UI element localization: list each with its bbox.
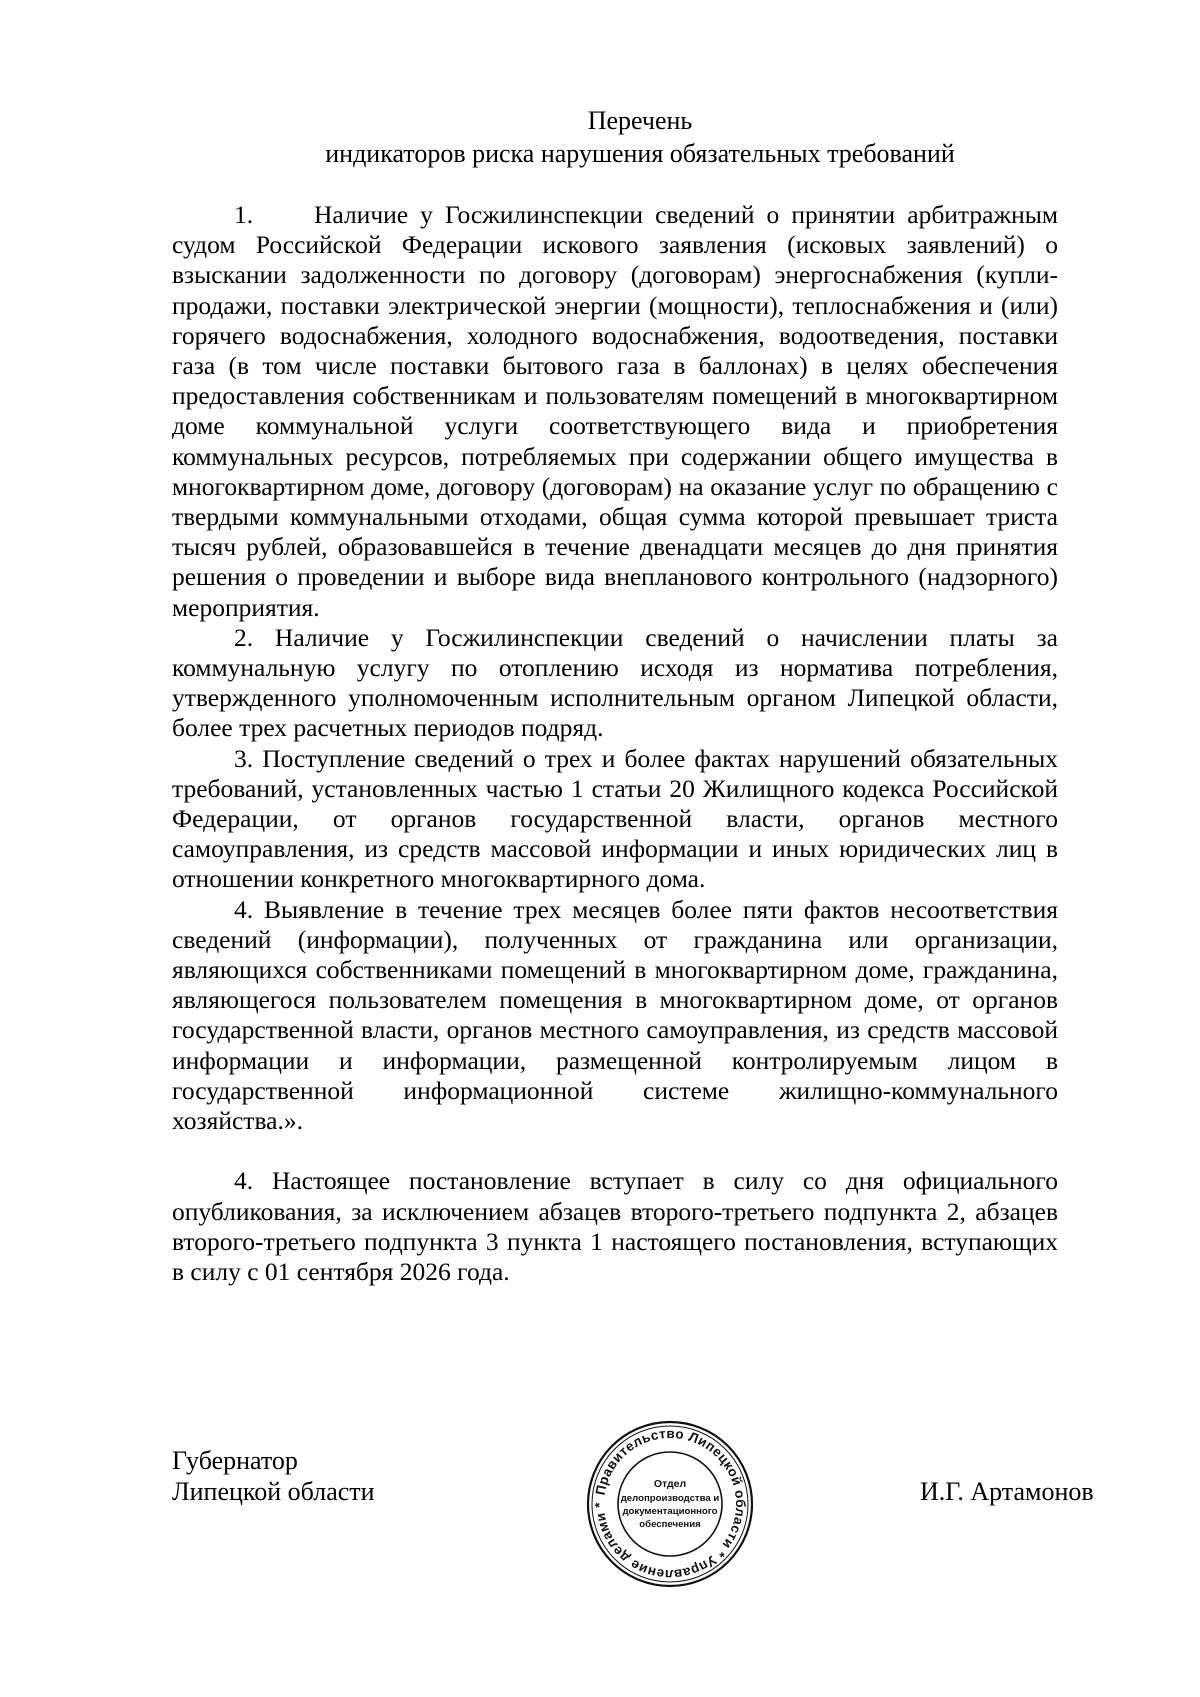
- list-item-text: Наличие у Госжилинспекции сведений о принятии арбитражным судом Российской Федерации искового заявления (исковых заявлений) о взыскании задолженности по договору (договорам) энергоснабжения (купли-продажи, поставки электрической энергии (мощности), теплоснабжения и (или) горячего водоснабжения, холодного водоснабжения, водоотведения, поставки газа (в том числе поставки бытового газа в баллонах) в целях обеспечения предоставления собственникам и пользователям помещений в многоквартирном доме коммунальной услуги соответствующего вида и приобретения коммунальных ресурсов, потребляемых при содержании общего имущества в многоквартирном доме, договору (договорам) на оказание услуг по обращению с твердыми коммунальными отходами, общая сумма которой превышает триста тысяч рублей, образовавшейся в течение двенадцати месяцев до дня принятия решения о проведении и выборе вида внепланового контрольного (надзорного) мероприятия.: [172, 200, 1058, 622]
- list-item-1: [172, 200, 1058, 623]
- official-stamp: [583, 1417, 757, 1591]
- list-item-2: 2. Наличие у Госжилинспекции сведений о начислении платы за коммунальную услугу по отоплению исходя из норматива потребления, утвержденного уполномоченным исполнительным органом Липецкой области, более трех расчетных периодов подряд.: [172, 622, 1058, 743]
- stamp-inner-line2: делопроизводства и: [620, 1493, 720, 1504]
- document-body: [172, 200, 1058, 1287]
- stamp-inner-line1: Отдел: [653, 1478, 687, 1490]
- list-item-3: 3. Поступление сведений о трех и более фактах нарушений обязательных требований, установленных частью 1 статьи 20 Жилищного кодекса Российской Федерации, от органов государственной власти, органов местного самоуправления, из средств массовой информации и иных юридических лиц в отношении конкретного многоквартирного дома.: [172, 743, 1058, 894]
- signatory-role-line1: Губернатор: [172, 1446, 298, 1475]
- final-clause: 4. Настоящее постановление вступает в силу со дня официального опубликования, за исключением абзацев второго-третьего подпункта 2, абзацев второго-третьего подпункта 3 пункта 1 настоящего постановления, вступающих в силу с 01 сентября 2026 года.: [172, 1166, 1058, 1286]
- paragraph-gap: [172, 1136, 1058, 1166]
- signatory-role: [172, 1445, 375, 1507]
- signatory-name: И.Г. Артамонов: [920, 1477, 1094, 1506]
- document-title: Перечень: [587, 106, 693, 135]
- list-item-number: 1.: [234, 200, 254, 229]
- document-subtitle: индикаторов риска нарушения обязательных требований: [325, 139, 955, 168]
- svg-text:Правительство Липецкой области: [592, 1426, 748, 1582]
- stamp-outer-text: Правительство Липецкой области * Управление делами *: [591, 1425, 749, 1583]
- stamp-inner-line3: документационного: [622, 1506, 718, 1517]
- list-item-4: 4. Выявление в течение трех месяцев более пяти фактов несоответствия сведений (информации), полученных от гражданина или организации, являющихся собственниками помещений в многоквартирном доме, гражданина, являющегося пользователем помещения в многоквартирном доме, от органов государственной власти, органов местного самоуправления, из средств массовой информации и информации, размещенной контролируемым лицом в государственной информационной системе жилищно-коммунального хозяйства.».: [172, 894, 1058, 1136]
- stamp-inner-line4: обеспечения: [639, 1519, 701, 1530]
- signatory-role-line2: Липецкой области: [172, 1477, 375, 1506]
